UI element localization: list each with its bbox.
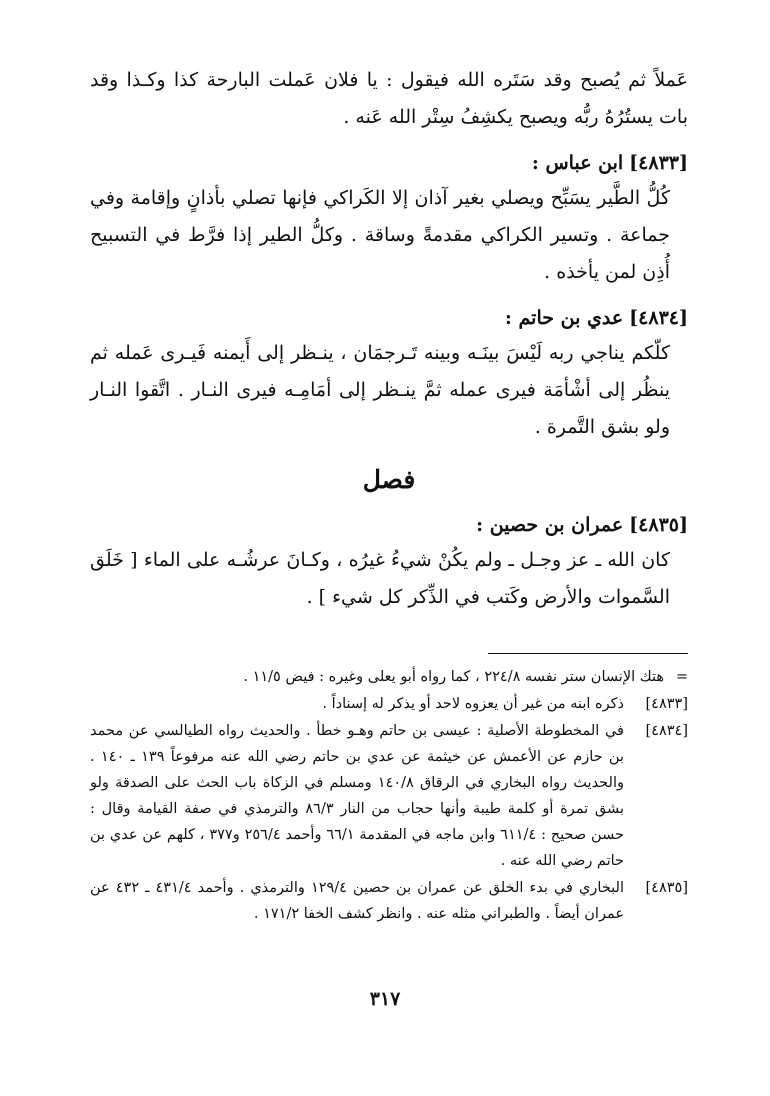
entry-narrator: عدي بن حاتم : <box>504 307 624 329</box>
entry-text: كلّكم يناجي ربه لَيْسَ بينَـه وبينه تَـرجمَان ، ينـظر إلى أَيمنه فَيـرى عَمله ثم ينظُر إلى أشْأمَة فيرى عمله ثمَّ ينـظر إلى أمَامِـه فيرى النـار . اتَّقوا النـار ولو بشق التَّمرة . <box>90 342 670 438</box>
entry-text: كُلُّ الطَّير يسَبِّح ويصلي بغير آذان إلا الكَراكي فإنها تصلي بأذانٍ وإقامة وفي جماعة . وتسير الكراكي مقدمةً وساقة . وكلُّ الطير إذا فرَّط في التسبيح أُذِن لمن يأخذه . <box>90 187 670 283</box>
footnote-separator <box>488 653 688 654</box>
footnote-4833 <box>90 691 688 717</box>
footnote-text: هتك الإنسان ستر نفسه ٢٢٤/٨ ، كما رواه أبو يعلى وغيره : فيض ١١/٥ . <box>243 669 664 685</box>
entry-4833 <box>90 146 688 291</box>
footnote-text: في المخطوطة الأصلية : عيسى بن حاتم وهـو خطأ . والحديث رواه الطيالسي عن محمد بن حازم عن الأعمش عن خيثمة عن عدي بن حاتم رضي الله عنه مرفوعاً ١٣٩ ـ ١٤٠ . والحديث رواه البخاري في الرقاق ١٤٠/٨ ومسلم في الزكاة باب الحث على الصدقة ولو بشق تمرة أو كلمة طيبة وأنها حجاب من النار ٨٦/٣ والترمذي في صفة القيامة وقال : حسن صحيح : ٦١١/٤ وابن ماجه في المقدمة ٦٦/١ وأحمد ٢٥٦/٤ و٣٧٧ ، كلهم عن عدي بن حاتم رضي الله عنه . <box>90 723 625 869</box>
entry-heading <box>90 301 688 335</box>
main-text <box>90 62 688 616</box>
footnote-ref: [٤٨٣٤] <box>645 723 688 739</box>
footnote-continued <box>90 664 688 690</box>
entry-number: [٤٨٣٥] <box>629 514 688 536</box>
footnote-ref: = <box>675 669 688 685</box>
footnote-ref: [٤٨٣٣] <box>645 696 688 712</box>
entry-heading <box>90 146 688 180</box>
footnote-ref: [٤٨٣٥] <box>645 880 688 896</box>
entry-number: [٤٨٣٣] <box>629 152 688 174</box>
entry-4835 <box>90 508 688 616</box>
footnotes <box>90 664 688 928</box>
section-title: فصل <box>362 465 416 494</box>
entry-4834 <box>90 301 688 446</box>
entry-text: كان الله ـ عز وجـل ـ ولم يكُنْ شيءُ غيرُه ، وكـانَ عرشُـه على الماء [ خَلَق السَّموات والأرض وكَتب في الذِّكر كل شيء ] . <box>90 549 670 608</box>
footnote-4834 <box>90 718 688 874</box>
entry-narrator: ابن عباس : <box>531 152 624 174</box>
page-number: ٣١٧ <box>369 988 401 1010</box>
entry-heading <box>90 508 688 542</box>
footnote-4835 <box>90 875 688 927</box>
entry-narrator: عمران بن حصين : <box>476 514 624 536</box>
entry-number: [٤٨٣٤] <box>629 307 688 329</box>
footnote-text: ذكره ابنه من غير أن يعزوه لاحد أو يذكر له إسناداً . <box>322 696 624 712</box>
opening-lines: عَملاً ثم يُصبح وقد سَتَره الله فيقول : يا فلان عَملت البارحة كذا وكـذا وقد بات يستُرُهُ ربُّه ويصبح يكشِفُ سِتْر الله عَنه . <box>90 69 688 128</box>
footnote-text: البخاري في بدء الخلق عن عمران بن حصين ١٢٩/٤ والترمذي . وأحمد ٤٣١/٤ ـ ٤٣٢ عن عمران أيضاً . والطبراني مثله عنه . وانظر كشف الخفا ١٧١/٢ . <box>90 880 624 922</box>
